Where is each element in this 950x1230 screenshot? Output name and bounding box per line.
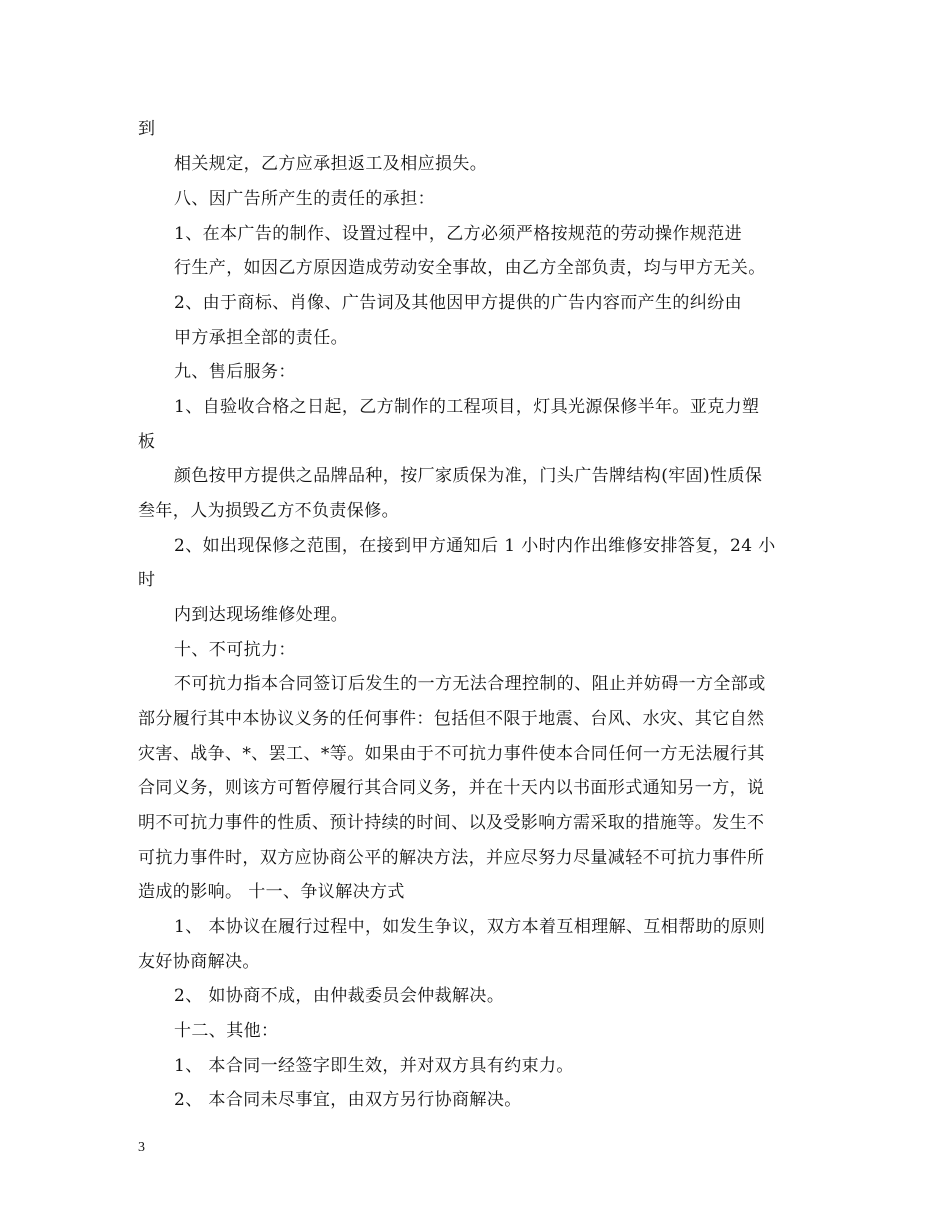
text-line: 1、 本合同一经签字即生效，并对双方具有约束力。 xyxy=(174,1056,574,1076)
text-line: 造成的影响。 十一、争议解决方式 xyxy=(138,882,405,902)
text-line: 部分履行其中本协议义务的任何事件：包括但不限于地震、台风、水灾、其它自然 xyxy=(138,709,765,729)
text-line: 2、 本合同未尽事宜，由双方另行协商解决。 xyxy=(174,1090,522,1110)
text-line: 合同义务，则该方可暂停履行其合同义务，并在十天内以书面形式通知另一方，说 xyxy=(138,778,765,798)
text-line: 2、如出现保修之范围，在接到甲方通知后 1 小时内作出维修安排答复，24 小 xyxy=(174,536,776,556)
text-line: 内到达现场维修处理。 xyxy=(174,605,348,625)
text-line: 叁年，人为损毁乙方不负责保修。 xyxy=(138,501,399,521)
text-line: 相关规定，乙方应承担返工及相应损失。 xyxy=(174,154,488,174)
text-line: 灾害、战争、*、罢工、*等。如果由于不可抗力事件使本合同任何一方无法履行其 xyxy=(138,744,765,764)
text-line: 甲方承担全部的责任。 xyxy=(174,328,348,348)
text-line: 1、 本协议在履行过程中，如发生争议，双方本着互相理解、互相帮助的原则 xyxy=(174,917,766,937)
text-line: 不可抗力指本合同签订后发生的一方无法合理控制的、阻止并妨碍一方全部或 xyxy=(174,674,766,694)
text-line: 到 xyxy=(138,119,156,139)
text-line: 1、在本广告的制作、设置过程中，乙方必须严格按规范的劳动操作规范进 xyxy=(174,224,743,244)
text-line: 颜色按甲方提供之品牌品种，按厂家质保为准，门头广告牌结构(牢固)性质保 xyxy=(174,466,763,486)
text-line: 明不可抗力事件的性质、预计持续的时间、以及受影响方需采取的措施等。发生不 xyxy=(138,813,765,833)
section-heading: 十二、其他： xyxy=(174,1021,279,1041)
page-number: 3 xyxy=(138,1140,145,1155)
section-heading: 八、因广告所产生的责任的承担： xyxy=(174,189,435,209)
section-heading: 九、售后服务： xyxy=(174,362,296,382)
text-line: 行生产，如因乙方原因造成劳动安全事故，由乙方全部负责，均与甲方无关。 xyxy=(174,258,766,278)
text-line: 1、自验收合格之日起，乙方制作的工程项目，灯具光源保修半年。亚克力塑 xyxy=(174,397,760,417)
section-heading: 十、不可抗力： xyxy=(174,640,296,660)
text-line: 2、 如协商不成，由仲裁委员会仲裁解决。 xyxy=(174,986,505,1006)
text-line: 2、由于商标、肖像、广告词及其他因甲方提供的广告内容而产生的纠纷由 xyxy=(174,293,743,313)
text-line: 板 xyxy=(138,432,156,452)
text-line: 时 xyxy=(138,570,156,590)
text-line: 友好协商解决。 xyxy=(138,952,260,972)
text-line: 可抗力事件时，双方应协商公平的解决方法，并应尽努力尽量减轻不可抗力事件所 xyxy=(138,848,765,868)
